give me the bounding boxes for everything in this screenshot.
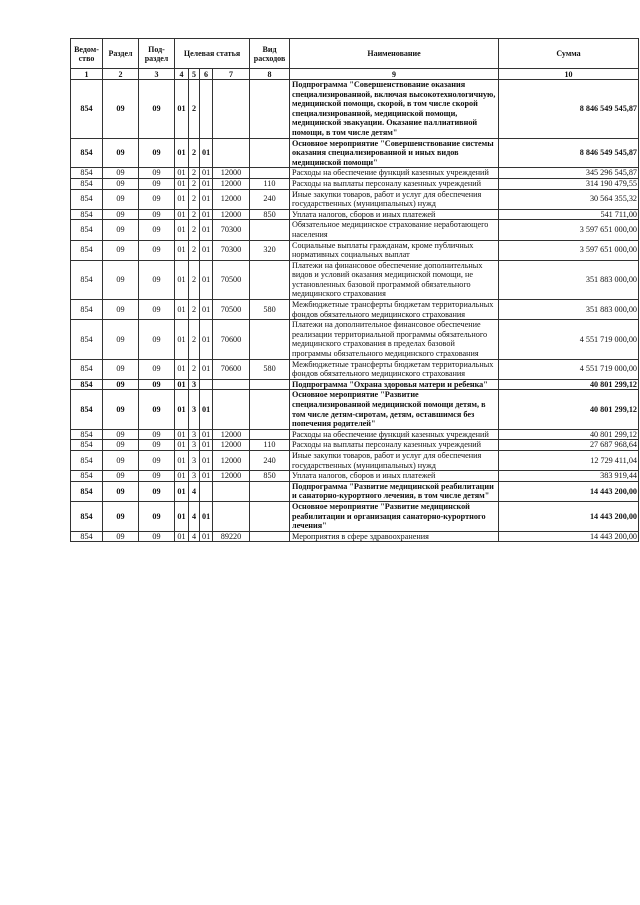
cs-direction-cell: 12000 (213, 209, 250, 220)
cs-event-cell: 01 (200, 138, 213, 168)
razdel-cell: 09 (103, 300, 139, 320)
cs-program-cell: 01 (175, 450, 189, 470)
sum-cell: 3 597 651 000,00 (499, 240, 639, 260)
header-expense-type: Вид расходов (250, 39, 290, 69)
sum-cell: 40 801 299,12 (499, 390, 639, 429)
cs-subprogram-cell: 2 (189, 168, 200, 179)
item-name-cell: Платежи на финансовое обеспечение дополнительных видов и условий оказания медицинской помощи, не установленных базовой программой обязательного медицинского страхования (290, 260, 499, 299)
razdel-cell: 09 (103, 481, 139, 501)
table-row (71, 501, 639, 531)
podrazdel-cell: 09 (139, 471, 175, 482)
podrazdel-cell: 09 (139, 260, 175, 299)
expense-type-cell (250, 429, 290, 440)
expense-type-cell: 320 (250, 240, 290, 260)
expense-type-cell: 580 (250, 300, 290, 320)
podrazdel-cell: 09 (139, 390, 175, 429)
expense-type-cell (250, 481, 290, 501)
cs-program-cell: 01 (175, 168, 189, 179)
header-podrazdel: Под-раздел (139, 39, 175, 69)
cs-program-cell: 01 (175, 471, 189, 482)
cs-program-cell: 01 (175, 531, 189, 542)
cs-subprogram-cell: 3 (189, 379, 200, 390)
sum-cell: 345 296 545,87 (499, 168, 639, 179)
sum-cell: 8 846 549 545,87 (499, 80, 639, 139)
ved-cell: 854 (71, 320, 103, 359)
cs-subprogram-cell: 2 (189, 138, 200, 168)
cs-subprogram-cell: 3 (189, 450, 200, 470)
table-row (71, 168, 639, 179)
cs-program-cell: 01 (175, 209, 189, 220)
cs-direction-cell: 70300 (213, 240, 250, 260)
razdel-cell: 09 (103, 531, 139, 542)
sum-cell: 14 443 200,00 (499, 501, 639, 531)
sum-cell: 30 564 355,32 (499, 189, 639, 209)
cs-program-cell: 01 (175, 359, 189, 379)
header-name: Наименование (290, 39, 499, 69)
sum-cell: 4 551 719 000,00 (499, 320, 639, 359)
expense-type-cell (250, 531, 290, 542)
item-name-cell: Уплата налогов, сборов и иных платежей (290, 471, 499, 482)
sum-cell: 40 801 299,12 (499, 379, 639, 390)
colnum: 3 (139, 69, 175, 80)
razdel-cell: 09 (103, 501, 139, 531)
podrazdel-cell: 09 (139, 209, 175, 220)
sum-cell: 4 551 719 000,00 (499, 359, 639, 379)
ved-cell: 854 (71, 379, 103, 390)
cs-event-cell: 01 (200, 450, 213, 470)
cs-subprogram-cell: 4 (189, 531, 200, 542)
cs-event-cell: 01 (200, 359, 213, 379)
cs-direction-cell: 70600 (213, 320, 250, 359)
cs-direction-cell: 70500 (213, 300, 250, 320)
colnum: 8 (250, 69, 290, 80)
table-header-row (71, 39, 639, 69)
cs-subprogram-cell: 3 (189, 471, 200, 482)
cs-subprogram-cell: 2 (189, 320, 200, 359)
podrazdel-cell: 09 (139, 138, 175, 168)
razdel-cell: 09 (103, 220, 139, 240)
cs-event-cell: 01 (200, 300, 213, 320)
table-row (71, 189, 639, 209)
cs-event-cell (200, 481, 213, 501)
cs-direction-cell: 12000 (213, 429, 250, 440)
sum-cell: 12 729 411,04 (499, 450, 639, 470)
item-name-cell: Платежи на дополнительное финансовое обеспечение реализации территориальной программы обязательного медицинского страхования в пределах базовой программы обязательного медицинского страхования (290, 320, 499, 359)
cs-direction-cell (213, 379, 250, 390)
podrazdel-cell: 09 (139, 531, 175, 542)
cs-event-cell: 01 (200, 390, 213, 429)
razdel-cell: 09 (103, 168, 139, 179)
expense-type-cell: 110 (250, 178, 290, 189)
cs-direction-cell (213, 501, 250, 531)
ved-cell: 854 (71, 178, 103, 189)
razdel-cell: 09 (103, 429, 139, 440)
cs-subprogram-cell: 2 (189, 80, 200, 139)
podrazdel-cell: 09 (139, 440, 175, 451)
table-body (71, 80, 639, 542)
cs-event-cell: 01 (200, 501, 213, 531)
cs-subprogram-cell: 2 (189, 220, 200, 240)
header-sum: Сумма (499, 39, 639, 69)
podrazdel-cell: 09 (139, 359, 175, 379)
table-row (71, 531, 639, 542)
cs-direction-cell (213, 481, 250, 501)
table-row (71, 220, 639, 240)
cs-event-cell: 01 (200, 240, 213, 260)
ved-cell: 854 (71, 138, 103, 168)
podrazdel-cell: 09 (139, 481, 175, 501)
colnum: 6 (200, 69, 213, 80)
item-name-cell: Подпрограмма "Совершенствование оказания специализированной, включая высокотехнологичную, медицинской помощи, скорой, в том числе скорой специализированной, медицинской помощи, медицинской эвакуации. Оказание паллиативной помощи, в том числе детям" (290, 80, 499, 139)
expense-type-cell (250, 260, 290, 299)
column-number-row (71, 69, 639, 80)
cs-event-cell: 01 (200, 440, 213, 451)
cs-subprogram-cell: 2 (189, 189, 200, 209)
colnum: 5 (189, 69, 200, 80)
sum-cell: 383 919,44 (499, 471, 639, 482)
cs-program-cell: 01 (175, 80, 189, 139)
item-name-cell: Основное мероприятие "Развитие специализированной медицинской помощи детям, в том числе детям-сиротам, детям, оставшимся без попечения родителей" (290, 390, 499, 429)
podrazdel-cell: 09 (139, 220, 175, 240)
podrazdel-cell: 09 (139, 300, 175, 320)
podrazdel-cell: 09 (139, 240, 175, 260)
cs-subprogram-cell: 3 (189, 390, 200, 429)
cs-direction-cell: 12000 (213, 450, 250, 470)
podrazdel-cell: 09 (139, 429, 175, 440)
table-row (71, 240, 639, 260)
razdel-cell: 09 (103, 240, 139, 260)
cs-event-cell: 01 (200, 260, 213, 299)
razdel-cell: 09 (103, 209, 139, 220)
cs-event-cell: 01 (200, 189, 213, 209)
table-row (71, 471, 639, 482)
cs-event-cell: 01 (200, 320, 213, 359)
item-name-cell: Подпрограмма "Развитие медицинской реабилитации и санаторно-курортного лечения, в том числе детям" (290, 481, 499, 501)
cs-direction-cell: 12000 (213, 168, 250, 179)
cs-subprogram-cell: 2 (189, 359, 200, 379)
cs-direction-cell: 12000 (213, 178, 250, 189)
item-name-cell: Мероприятия в сфере здравоохранения (290, 531, 499, 542)
podrazdel-cell: 09 (139, 450, 175, 470)
cs-program-cell: 01 (175, 379, 189, 390)
sum-cell: 27 687 968,64 (499, 440, 639, 451)
ved-cell: 854 (71, 359, 103, 379)
colnum: 2 (103, 69, 139, 80)
razdel-cell: 09 (103, 320, 139, 359)
header-target-article: Целевая статья (175, 39, 250, 69)
cs-direction-cell (213, 138, 250, 168)
item-name-cell: Основное мероприятие "Совершенствование системы оказания специализированной и иных видов медицинской помощи" (290, 138, 499, 168)
ved-cell: 854 (71, 220, 103, 240)
item-name-cell: Расходы на обеспечение функций казенных учреждений (290, 168, 499, 179)
ved-cell: 854 (71, 80, 103, 139)
ved-cell: 854 (71, 481, 103, 501)
cs-direction-cell: 70300 (213, 220, 250, 240)
item-name-cell: Социальные выплаты гражданам, кроме публичных нормативных социальных выплат (290, 240, 499, 260)
item-name-cell: Обязательное медицинское страхование неработающего населения (290, 220, 499, 240)
cs-program-cell: 01 (175, 240, 189, 260)
item-name-cell: Иные закупки товаров, работ и услуг для обеспечения государственных (муниципальных) нужд (290, 189, 499, 209)
table-row (71, 450, 639, 470)
expense-type-cell (250, 138, 290, 168)
cs-program-cell: 01 (175, 220, 189, 240)
table-row (71, 429, 639, 440)
cs-subprogram-cell: 2 (189, 240, 200, 260)
item-name-cell: Расходы на выплаты персоналу казенных учреждений (290, 178, 499, 189)
table-row (71, 138, 639, 168)
cs-direction-cell: 12000 (213, 189, 250, 209)
cs-subprogram-cell: 3 (189, 440, 200, 451)
cs-program-cell: 01 (175, 260, 189, 299)
cs-direction-cell: 12000 (213, 440, 250, 451)
razdel-cell: 09 (103, 178, 139, 189)
podrazdel-cell: 09 (139, 501, 175, 531)
razdel-cell: 09 (103, 138, 139, 168)
sum-cell: 351 883 000,00 (499, 300, 639, 320)
podrazdel-cell: 09 (139, 320, 175, 359)
cs-event-cell: 01 (200, 168, 213, 179)
sum-cell: 40 801 299,12 (499, 429, 639, 440)
ved-cell: 854 (71, 531, 103, 542)
cs-program-cell: 01 (175, 440, 189, 451)
sum-cell: 351 883 000,00 (499, 260, 639, 299)
cs-subprogram-cell: 4 (189, 501, 200, 531)
item-name-cell: Подпрограмма "Охрана здоровья матери и ребенка" (290, 379, 499, 390)
razdel-cell: 09 (103, 189, 139, 209)
ved-cell: 854 (71, 189, 103, 209)
podrazdel-cell: 09 (139, 168, 175, 179)
table-row (71, 390, 639, 429)
cs-subprogram-cell: 3 (189, 429, 200, 440)
cs-subprogram-cell: 2 (189, 260, 200, 299)
cs-program-cell: 01 (175, 300, 189, 320)
ved-cell: 854 (71, 168, 103, 179)
expense-type-cell: 110 (250, 440, 290, 451)
item-name-cell: Расходы на обеспечение функций казенных учреждений (290, 429, 499, 440)
cs-subprogram-cell: 2 (189, 209, 200, 220)
colnum: 7 (213, 69, 250, 80)
podrazdel-cell: 09 (139, 80, 175, 139)
sum-cell: 314 190 479,55 (499, 178, 639, 189)
razdel-cell: 09 (103, 379, 139, 390)
ved-cell: 854 (71, 429, 103, 440)
table-row (71, 320, 639, 359)
cs-program-cell: 01 (175, 429, 189, 440)
header-ved: Ведом-ство (71, 39, 103, 69)
budget-document-page (70, 38, 640, 542)
sum-cell: 3 597 651 000,00 (499, 220, 639, 240)
razdel-cell: 09 (103, 80, 139, 139)
expense-type-cell (250, 220, 290, 240)
expense-type-cell: 240 (250, 450, 290, 470)
expense-type-cell (250, 80, 290, 139)
cs-event-cell: 01 (200, 220, 213, 240)
table-row (71, 359, 639, 379)
cs-direction-cell: 70600 (213, 359, 250, 379)
ved-cell: 854 (71, 501, 103, 531)
cs-event-cell: 01 (200, 471, 213, 482)
sum-cell: 14 443 200,00 (499, 481, 639, 501)
table-row (71, 178, 639, 189)
razdel-cell: 09 (103, 359, 139, 379)
colnum: 4 (175, 69, 189, 80)
cs-direction-cell (213, 80, 250, 139)
cs-event-cell: 01 (200, 429, 213, 440)
cs-program-cell: 01 (175, 501, 189, 531)
header-razdel: Раздел (103, 39, 139, 69)
expense-type-cell: 850 (250, 209, 290, 220)
table-row (71, 440, 639, 451)
ved-cell: 854 (71, 240, 103, 260)
expense-type-cell (250, 320, 290, 359)
cs-program-cell: 01 (175, 481, 189, 501)
razdel-cell: 09 (103, 440, 139, 451)
cs-subprogram-cell: 2 (189, 300, 200, 320)
expense-type-cell (250, 390, 290, 429)
razdel-cell: 09 (103, 260, 139, 299)
colnum: 1 (71, 69, 103, 80)
cs-program-cell: 01 (175, 178, 189, 189)
colnum: 9 (290, 69, 499, 80)
ved-cell: 854 (71, 471, 103, 482)
cs-direction-cell: 70500 (213, 260, 250, 299)
table-row (71, 481, 639, 501)
podrazdel-cell: 09 (139, 379, 175, 390)
table-row (71, 209, 639, 220)
razdel-cell: 09 (103, 471, 139, 482)
ved-cell: 854 (71, 300, 103, 320)
table-row (71, 300, 639, 320)
sum-cell: 14 443 200,00 (499, 531, 639, 542)
ved-cell: 854 (71, 450, 103, 470)
cs-program-cell: 01 (175, 138, 189, 168)
item-name-cell: Основное мероприятие "Развитие медицинской реабилитации и организация санаторно-курортного лечения" (290, 501, 499, 531)
expense-type-cell (250, 379, 290, 390)
cs-program-cell: 01 (175, 320, 189, 359)
cs-event-cell: 01 (200, 178, 213, 189)
cs-subprogram-cell: 2 (189, 178, 200, 189)
cs-direction-cell (213, 390, 250, 429)
item-name-cell: Межбюджетные трансферты бюджетам территориальных фондов обязательного медицинского страхования (290, 300, 499, 320)
expense-type-cell: 580 (250, 359, 290, 379)
expense-type-cell: 850 (250, 471, 290, 482)
item-name-cell: Уплата налогов, сборов и иных платежей (290, 209, 499, 220)
ved-cell: 854 (71, 209, 103, 220)
budget-table (70, 38, 639, 542)
cs-event-cell (200, 80, 213, 139)
item-name-cell: Расходы на выплаты персоналу казенных учреждений (290, 440, 499, 451)
ved-cell: 854 (71, 260, 103, 299)
colnum: 10 (499, 69, 639, 80)
cs-direction-cell: 89220 (213, 531, 250, 542)
table-row (71, 260, 639, 299)
table-row (71, 80, 639, 139)
expense-type-cell (250, 501, 290, 531)
cs-event-cell (200, 379, 213, 390)
expense-type-cell (250, 168, 290, 179)
item-name-cell: Межбюджетные трансферты бюджетам территориальных фондов обязательного медицинского страхования (290, 359, 499, 379)
podrazdel-cell: 09 (139, 189, 175, 209)
cs-program-cell: 01 (175, 390, 189, 429)
sum-cell: 8 846 549 545,87 (499, 138, 639, 168)
table-row (71, 379, 639, 390)
cs-event-cell: 01 (200, 531, 213, 542)
expense-type-cell: 240 (250, 189, 290, 209)
ved-cell: 854 (71, 390, 103, 429)
podrazdel-cell: 09 (139, 178, 175, 189)
razdel-cell: 09 (103, 450, 139, 470)
cs-subprogram-cell: 4 (189, 481, 200, 501)
cs-direction-cell: 12000 (213, 471, 250, 482)
razdel-cell: 09 (103, 390, 139, 429)
cs-event-cell: 01 (200, 209, 213, 220)
cs-program-cell: 01 (175, 189, 189, 209)
ved-cell: 854 (71, 440, 103, 451)
item-name-cell: Иные закупки товаров, работ и услуг для обеспечения государственных (муниципальных) нужд (290, 450, 499, 470)
sum-cell: 541 711,00 (499, 209, 639, 220)
